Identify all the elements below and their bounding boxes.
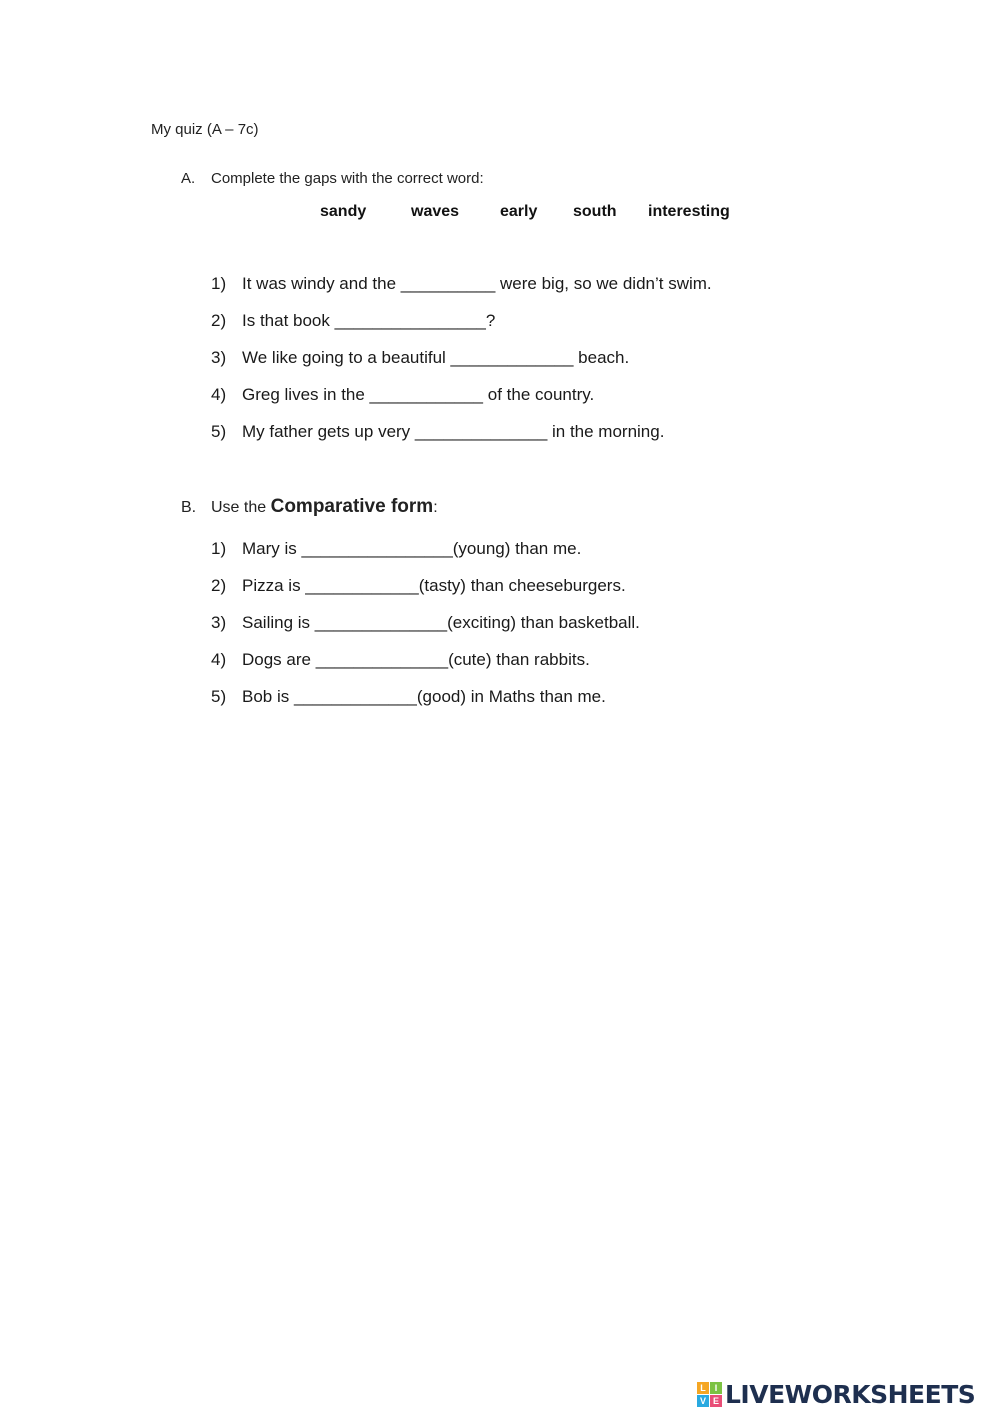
- question-item: [211, 685, 640, 722]
- question-item: [211, 648, 640, 685]
- question-text: We like going to a beautiful _____________ beach.: [242, 348, 630, 367]
- question-number: 1): [211, 539, 227, 558]
- question-number: 4): [211, 385, 227, 404]
- question-number: 2): [211, 576, 227, 595]
- word-bank-item: sandy: [320, 203, 367, 220]
- question-item: [211, 537, 640, 574]
- word-bank: [0, 203, 1000, 227]
- question-text: Pizza is ____________(tasty) than cheeseburgers.: [242, 576, 626, 595]
- question-text: Mary is ________________(young) than me.: [242, 539, 582, 558]
- word-bank-item: interesting: [648, 203, 730, 220]
- section-b-heading: [181, 496, 438, 518]
- logo-mark-cell: I: [710, 1382, 722, 1394]
- section-b-instruction-emphasis: Comparative form: [270, 496, 434, 517]
- section-a-instruction: Complete the gaps with the correct word:: [211, 170, 484, 187]
- question-text: Bob is _____________(good) in Maths than me.: [242, 687, 606, 706]
- word-bank-item: south: [573, 203, 617, 220]
- question-item: [211, 309, 712, 346]
- logo-mark-cell: L: [697, 1382, 709, 1394]
- word-bank-item: waves: [411, 203, 460, 220]
- question-number: 3): [211, 348, 227, 367]
- question-item: [211, 611, 640, 648]
- question-item: [211, 383, 712, 420]
- question-item: [211, 420, 712, 457]
- question-item: [211, 574, 640, 611]
- question-item: [211, 346, 712, 383]
- question-number: 4): [211, 650, 227, 669]
- section-a-heading: [181, 170, 484, 187]
- liveworksheets-logo: [697, 1378, 975, 1410]
- logo-mark-icon: [697, 1382, 722, 1407]
- question-item: [211, 272, 712, 309]
- section-b-instruction-suffix: :: [433, 499, 438, 516]
- question-number: 1): [211, 274, 227, 293]
- question-text: It was windy and the __________ were big, so we didn’t swim.: [242, 274, 712, 293]
- question-number: 3): [211, 613, 227, 632]
- question-number: 5): [211, 422, 227, 441]
- question-number: 2): [211, 311, 227, 330]
- question-text: Is that book ________________?: [242, 311, 496, 330]
- question-number: 5): [211, 687, 227, 706]
- question-text: Dogs are ______________(cute) than rabbits.: [242, 650, 590, 669]
- section-b-instruction-prefix: Use the: [211, 499, 271, 516]
- question-text: Sailing is ______________(exciting) than basketball.: [242, 613, 640, 632]
- word-bank-item: early: [500, 203, 538, 220]
- section-b-questions: [211, 537, 640, 722]
- quiz-title: My quiz (A – 7c): [151, 121, 259, 138]
- logo-text: LIVEWORKSHEETS: [725, 1379, 976, 1409]
- question-text: Greg lives in the ____________ of the country.: [242, 385, 595, 404]
- section-a-questions: [211, 272, 712, 457]
- logo-mark-cell: E: [710, 1395, 722, 1407]
- section-b-letter: B.: [181, 499, 197, 516]
- question-text: My father gets up very ______________ in the morning.: [242, 422, 665, 441]
- logo-mark-cell: V: [697, 1395, 709, 1407]
- section-a-letter: A.: [181, 170, 196, 187]
